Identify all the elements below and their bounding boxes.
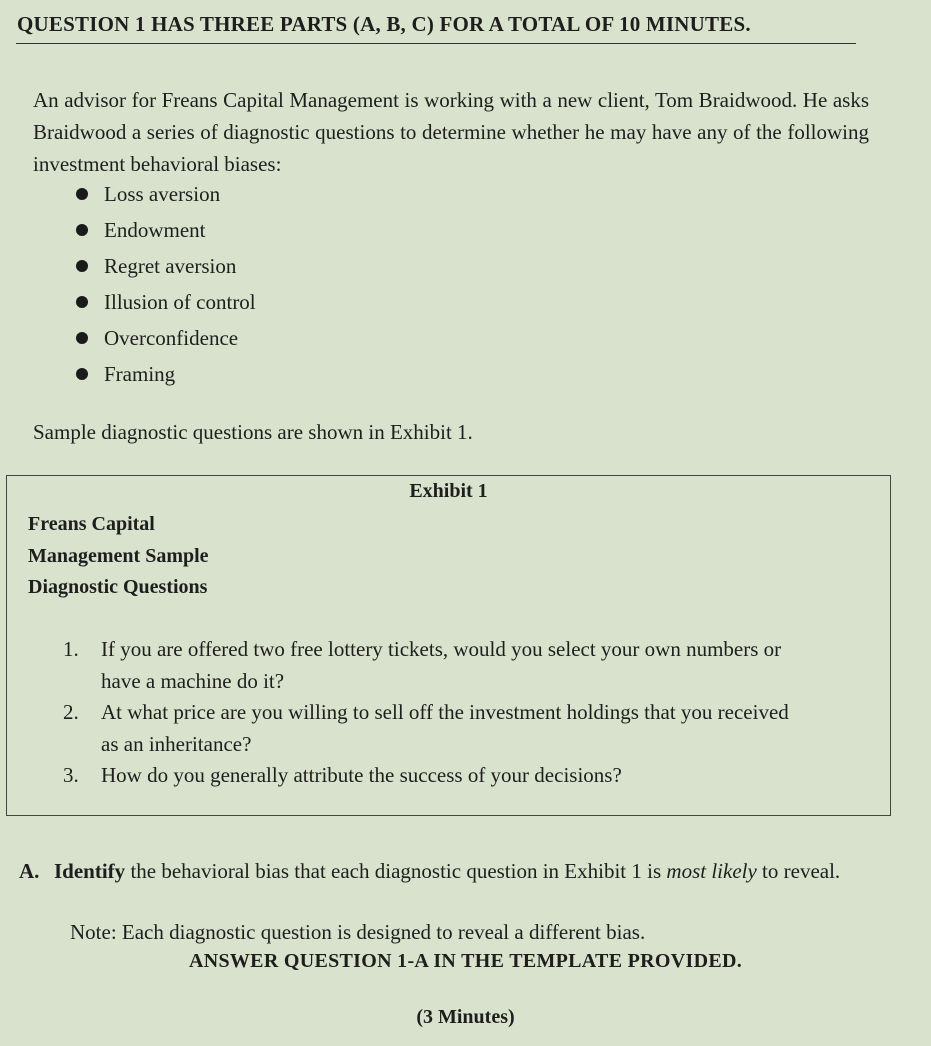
part-a-label: A. [19,859,40,883]
bullet-icon [76,260,88,272]
list-item: 1. If you are offered two free lottery tickets, would you select your own numbers or have a machine do it? [63,637,782,693]
answer-instruction: ANSWER QUESTION 1-A IN THE TEMPLATE PROVIDED. [188,950,743,972]
bullet-icon [76,368,88,380]
exhibit-org-heading: Freans Capital Management Sample Diagnostic Questions [28,513,209,598]
list-item: 2. At what price are you willing to sell off the investment holdings that you received as an inheritance? [63,700,789,756]
list-item: 3. How do you generally attribute the success of your decisions? [63,763,622,787]
question-header: QUESTION 1 HAS THREE PARTS (A, B, C) FOR A TOTAL OF 10 MINUTES. [17,12,751,36]
bullet-icon [76,188,88,200]
exhibit-title: Exhibit 1 [409,480,488,502]
bullet-icon [76,224,88,236]
part-a-question: A. Identify the behavioral bias that each diagnostic question in Exhibit 1 is most likely to reveal. [19,856,871,887]
part-a-note: Note: Each diagnostic question is designed to reveal a different bias. [70,920,646,944]
list-item: Overconfidence [70,321,470,357]
header-divider [16,43,856,44]
bias-list [70,177,470,393]
exhibit-box [6,475,891,816]
list-item: Regret aversion [70,249,470,285]
sample-text: Sample diagnostic questions are shown in Exhibit 1. [33,420,473,444]
time-allotment: (3 Minutes) [416,1006,515,1028]
intro-paragraph: An advisor for Freans Capital Management is working with a new client, Tom Braidwood. He asks Braidwood a series of diagnostic questions to determine whether he may have any of the following investment behavioral biases: [33,88,869,176]
list-item: Illusion of control [70,285,470,321]
bullet-icon [76,332,88,344]
diagnostic-question-list [63,634,803,792]
list-item: Endowment [70,213,470,249]
bullet-icon [76,296,88,308]
list-item: Framing [70,357,470,393]
list-item: Loss aversion [70,177,470,213]
